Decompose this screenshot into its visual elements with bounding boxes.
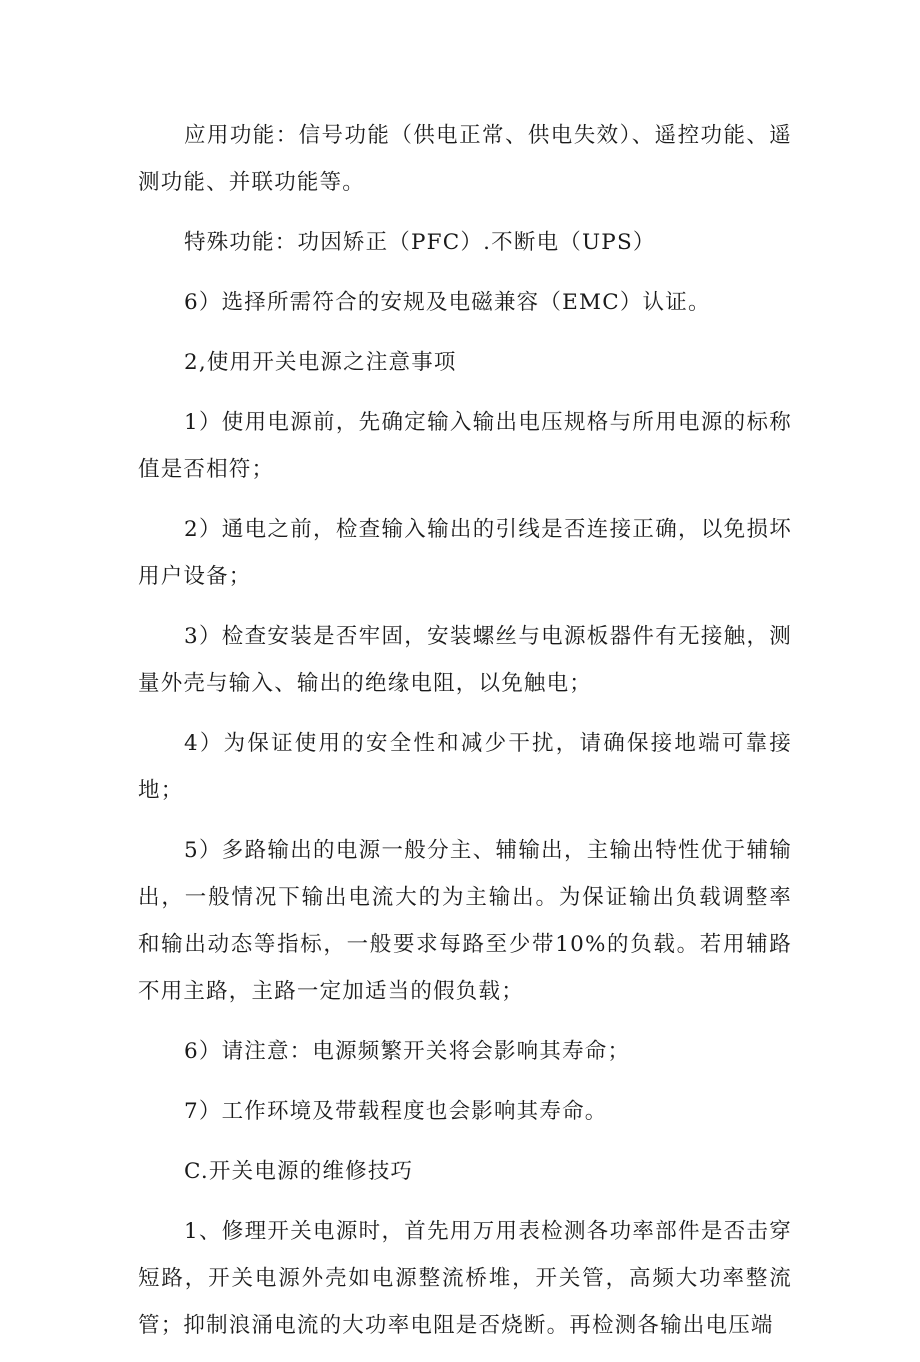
section-heading-repair-tips: C.开关电源的维修技巧 [184,1159,414,1184]
paragraph-item-6-certification: 6）选择所需符合的安规及电磁兼容（EMC）认证。 [184,290,711,315]
paragraph-item-7: 7）工作环境及带载程度也会影响其寿命。 [184,1099,608,1124]
paragraph-item-4: 4）为保证使用的安全性和减少干扰，请确保接地端可靠接地； [138,731,792,803]
document-body [138,112,792,1362]
section-heading-precautions: 2,使用开关电源之注意事项 [184,350,457,375]
paragraph-item-2: 2）通电之前，检查输入输出的引线是否连接正确，以免损坏用户设备； [138,517,792,589]
paragraph-item-5: 5）多路输出的电源一般分主、辅输出，主输出特性优于辅输出，一般情况下输出电流大的为主输出。为保证输出负载调整率和输出动态等指标，一般要求每路至少带10%的负载。若用辅路不用主路，主路一定加适当的假负载； [138,838,792,1004]
paragraph-application-functions: 应用功能：信号功能（供电正常、供电失效）、遥控功能、遥测功能、并联功能等。 [138,123,792,195]
paragraph-repair-tip-1: 1、修理开关电源时，首先用万用表检测各功率部件是否击穿短路，开关电源外壳如电源整流桥堆，开关管，高频大功率整流管；抑制浪涌电流的大功率电阻是否烧断。再检测各输出电压端 [138,1219,792,1338]
paragraph-item-1: 1）使用电源前，先确定输入输出电压规格与所用电源的标称值是否相符； [138,410,792,482]
paragraph-item-3: 3）检查安装是否牢固，安装螺丝与电源板器件有无接触，测量外壳与输入、输出的绝缘电阻，以免触电； [138,624,792,696]
paragraph-item-6: 6）请注意：电源频繁开关将会影响其寿命； [184,1039,631,1064]
paragraph-special-functions: 特殊功能：功因矫正（PFC）.不断电（UPS） [184,230,656,255]
